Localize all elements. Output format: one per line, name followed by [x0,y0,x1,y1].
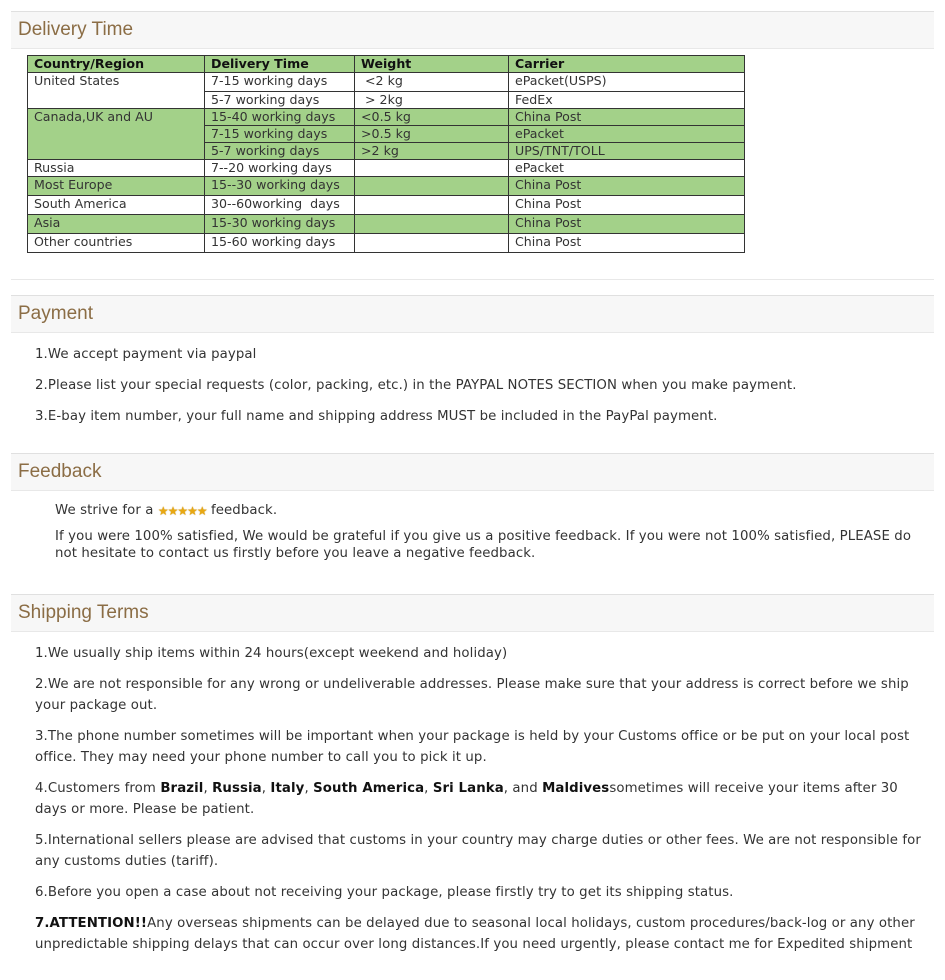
payment-item-3: 3.E-bay item number, your full name and shipping address MUST be included in the PayPal payment. [35,409,718,424]
weight-cell: >2 kg [355,143,509,160]
carrier-cell: ePacket [509,160,745,177]
shipping-term-4: 4.Customers from Brazil, Russia, Italy, South America, Sri Lanka, and Maldivessometimes will receive your items after 30 days or more. Please be patient. [35,781,898,817]
carrier-cell: China Post [509,215,745,234]
feedback-strive-line [55,502,930,520]
time-cell: 15-30 working days [205,215,355,234]
shipping-term-2: 2.We are not responsible for any wrong or undeliverable addresses. Please make sure that your address is correct before we ship your package out. [35,677,909,713]
shipping-terms-heading: Shipping Terms [11,594,934,632]
carrier-cell: ePacket(USPS) [509,73,745,92]
column-header-region: Country/Region [28,56,205,73]
column-header-carrier: Carrier [509,56,745,73]
table-row [28,160,745,177]
table-row [28,215,745,234]
shipping-term-6: 6.Before you open a case about not receiving your package, please firstly try to get its shipping status. [35,885,734,900]
delivery-time-heading: Delivery Time [11,11,934,49]
feedback-text: If you were 100% satisfied, We would be grateful if you give us a positive feedback. If you were not 100% satisfied, PLEASE do not hesitate to contact us firstly before you leave a negative feedback. [55,529,912,561]
table-row [28,234,745,253]
shipping-term-5: 5.International sellers please are advised that customs in your country may charge duties or other fees. We are not responsible for any customs duties (tariff). [35,833,921,869]
carrier-cell: China Post [509,109,745,126]
time-cell: 15--30 working days [205,177,355,196]
carrier-cell: China Post [509,196,745,215]
column-header-time: Delivery Time [205,56,355,73]
region-cell: Other countries [28,234,205,253]
time-cell: 15-60 working days [205,234,355,253]
carrier-cell: ePacket [509,126,745,143]
time-cell: 5-7 working days [205,92,355,109]
carrier-cell: UPS/TNT/TOLL [509,143,745,160]
shipping-term-7: 7.ATTENTION!!Any overseas shipments can be delayed due to seasonal local holidays, custom procedures/back-log or any other unpredictable shipping delays that can occur over long distances.If you need urgently, please contact me for Expedited shipment [35,916,915,952]
time-cell: 15-40 working days [205,109,355,126]
time-cell: 30--60working days [205,196,355,215]
region-cell: United States [28,73,205,109]
table-header-row [28,56,745,73]
region-cell: Canada,UK and AU [28,109,205,160]
carrier-cell: China Post [509,234,745,253]
weight-cell [355,196,509,215]
weight-cell: >0.5 kg [355,126,509,143]
carrier-cell: China Post [509,177,745,196]
delivery-table [27,55,745,253]
payment-item-2: 2.Please list your special requests (color, packing, etc.) in the PAYPAL NOTES SECTION when you make payment. [35,378,797,393]
carrier-cell: FedEx [509,92,745,109]
weight-cell [355,215,509,234]
section-divider [11,279,934,280]
feedback-strive-post: feedback. [206,503,278,518]
region-cell: South America [28,196,205,215]
weight-cell [355,234,509,253]
region-cell: Russia [28,160,205,177]
table-row [28,196,745,215]
weight-cell [355,177,509,196]
table-row [28,177,745,196]
time-cell: 7-15 working days [205,126,355,143]
time-cell: 7-15 working days [205,73,355,92]
weight-cell [355,160,509,177]
region-cell: Most Europe [28,177,205,196]
feedback-heading: Feedback [11,453,934,491]
weight-cell: <2 kg [355,73,509,92]
weight-cell: > 2kg [355,92,509,109]
country-sri-lanka: Sri Lanka [432,781,504,796]
weight-cell: <0.5 kg [355,109,509,126]
payment-heading: Payment [11,295,934,333]
time-cell: 7--20 working days [205,160,355,177]
column-header-weight: Weight [355,56,509,73]
country-russia: Russia [212,781,262,796]
region-cell: Asia [28,215,205,234]
shipping-term-1: 1.We usually ship items within 24 hours(except weekend and holiday) [35,646,508,661]
country-maldives: Maldives [542,781,610,796]
five-star-rating-icon: ★★★★★ [157,504,207,518]
shipping-term-3: 3.The phone number sometimes will be important when your package is held by your Customs office or be put on your local post office. They may need your phone number to call you to pick it up. [35,729,910,765]
table-row [28,73,745,92]
payment-item-1: 1.We accept payment via paypal [35,347,257,362]
country-south-america: South America [313,781,425,796]
time-cell: 5-7 working days [205,143,355,160]
table-row [28,109,745,126]
attention-label: 7.ATTENTION!! [35,916,148,931]
country-italy: Italy [270,781,305,796]
country-brazil: Brazil [160,781,204,796]
feedback-strive-pre: We strive for a [55,503,158,518]
